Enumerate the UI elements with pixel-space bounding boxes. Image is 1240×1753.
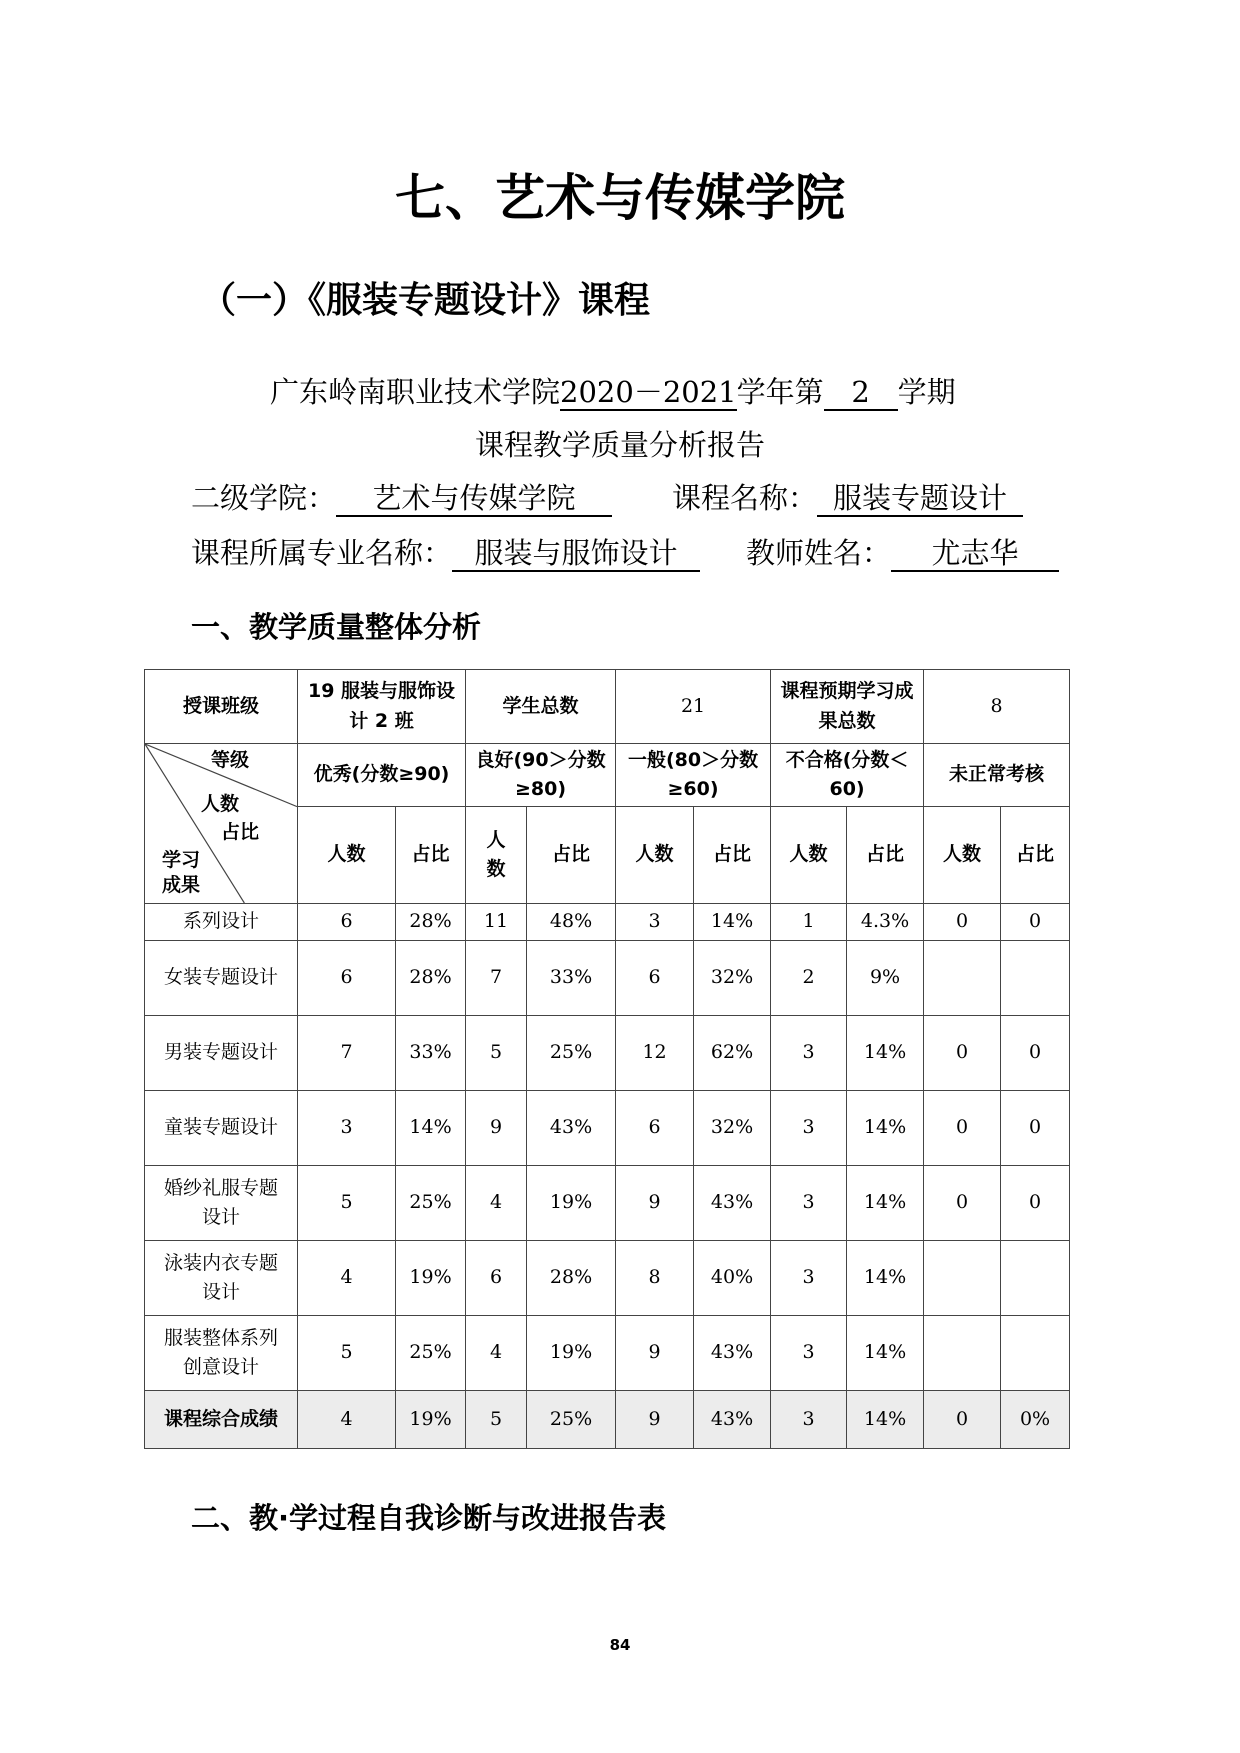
count-cell: 0: [924, 1391, 1001, 1449]
school-name: 广东岭南职业技术学院: [270, 375, 561, 409]
count-cell: 9: [466, 1091, 527, 1166]
count-cell: 11: [466, 904, 527, 941]
ratio-cell: 19%: [527, 1166, 616, 1241]
outcomes-label: 课程预期学习成果总数: [771, 670, 924, 744]
ratio-cell: 14%: [847, 1391, 924, 1449]
count-cell: 2: [771, 941, 847, 1016]
ratio-cell: 0: [1001, 904, 1070, 941]
semester-label: 学期: [897, 375, 956, 409]
count-cell: [924, 941, 1001, 1016]
report-line-teacher: [746, 531, 1059, 572]
count-cell: 6: [466, 1241, 527, 1316]
ratio-cell: 14%: [396, 1091, 466, 1166]
count-cell: [924, 1316, 1001, 1391]
ratio-cell: 62%: [694, 1016, 771, 1091]
grade-excellent: 优秀(分数≥90): [298, 744, 466, 807]
report-line-college: [191, 476, 612, 517]
outcome-name: 男装专题设计: [145, 1016, 298, 1091]
subheader-ratio: 占比: [694, 807, 771, 904]
class-value: 19 服装与服饰设计 2 班: [298, 670, 466, 744]
subheader-count: 人数: [771, 807, 847, 904]
subheader-count: 人数: [924, 807, 1001, 904]
count-cell: 7: [466, 941, 527, 1016]
count-cell: 4: [298, 1241, 396, 1316]
ratio-cell: 43%: [694, 1391, 771, 1449]
ratio-cell: 19%: [396, 1241, 466, 1316]
diag-grade-label: 等级: [211, 749, 250, 771]
count-cell: 3: [298, 1091, 396, 1166]
table-body: [145, 904, 1070, 1449]
class-label: 授课班级: [145, 670, 298, 744]
subheader-ratio: 占比: [396, 807, 466, 904]
teacher-value: 尤志华: [891, 537, 1059, 572]
count-cell: 5: [466, 1016, 527, 1091]
ratio-cell: 19%: [396, 1391, 466, 1449]
grade-good: 良好(90＞分数≥80): [466, 744, 616, 807]
ratio-cell: 25%: [527, 1016, 616, 1091]
total-row: [145, 1391, 1070, 1449]
subheader-count: 人数: [616, 807, 694, 904]
count-cell: 6: [616, 941, 694, 1016]
count-cell: 0: [924, 1091, 1001, 1166]
ratio-cell: 0: [1001, 1091, 1070, 1166]
ratio-cell: 9%: [847, 941, 924, 1016]
report-line-major: [191, 531, 700, 572]
teacher-label: 教师姓名：: [746, 536, 892, 570]
quality-table: [144, 669, 1070, 1449]
count-cell: 4: [466, 1316, 527, 1391]
subheader-ratio: 占比: [527, 807, 616, 904]
course-label: 课程名称：: [672, 481, 818, 515]
ratio-cell: 32%: [694, 1091, 771, 1166]
count-cell: 1: [771, 904, 847, 941]
table-row: [145, 1241, 1070, 1316]
subheader-ratio: 占比: [847, 807, 924, 904]
ratio-cell: 4.3%: [847, 904, 924, 941]
ratio-cell: 43%: [694, 1166, 771, 1241]
grade-abnormal: 未正常考核: [924, 744, 1070, 807]
count-cell: 6: [616, 1091, 694, 1166]
ratio-cell: 28%: [527, 1241, 616, 1316]
table-row: [145, 1091, 1070, 1166]
table-row: [145, 941, 1070, 1016]
diagonal-header-cell: [145, 744, 298, 904]
count-cell: 6: [298, 941, 396, 1016]
ratio-cell: 14%: [847, 1016, 924, 1091]
count-cell: 0: [924, 904, 1001, 941]
outcome-name: 童装专题设计: [145, 1091, 298, 1166]
outcome-name: 婚纱礼服专题设计: [145, 1166, 298, 1241]
ratio-cell: 14%: [847, 1241, 924, 1316]
course-value: 服装专题设计: [817, 482, 1023, 517]
ratio-cell: 28%: [396, 904, 466, 941]
subheader-count: 人数: [466, 807, 527, 904]
ratio-cell: 0: [1001, 1166, 1070, 1241]
subheader-ratio: 占比: [1001, 807, 1070, 904]
ratio-cell: 25%: [396, 1166, 466, 1241]
ratio-cell: 43%: [527, 1091, 616, 1166]
count-cell: 5: [298, 1166, 396, 1241]
students-label: 学生总数: [466, 670, 616, 744]
ratio-cell: 28%: [396, 941, 466, 1016]
outcome-name: 课程综合成绩: [145, 1391, 298, 1449]
report-line-course: [672, 476, 1023, 517]
major-label: 课程所属专业名称：: [191, 536, 453, 570]
count-cell: 0: [924, 1166, 1001, 1241]
ratio-cell: [1001, 1316, 1070, 1391]
students-value: 21: [616, 670, 771, 744]
ratio-cell: 14%: [694, 904, 771, 941]
count-cell: 3: [771, 1241, 847, 1316]
ratio-cell: 25%: [396, 1316, 466, 1391]
outcome-name: 泳装内衣专题设计: [145, 1241, 298, 1316]
diag-count-label: 人数: [201, 793, 240, 815]
section-heading-2: 二、教·学过程自我诊断与改进报告表: [191, 1501, 667, 1535]
count-cell: [924, 1241, 1001, 1316]
grade-fail: 不合格(分数＜60): [771, 744, 924, 807]
semester-number: 2: [824, 376, 898, 411]
count-cell: 9: [616, 1166, 694, 1241]
section-heading-1: 一、教学质量整体分析: [191, 610, 482, 644]
ratio-cell: 0%: [1001, 1391, 1070, 1449]
count-cell: 4: [466, 1166, 527, 1241]
year-label: 学年第: [736, 375, 824, 409]
college-label: 二级学院：: [191, 481, 337, 515]
ratio-cell: [1001, 1241, 1070, 1316]
count-cell: 9: [616, 1391, 694, 1449]
course-heading: （一）《服装专题设计》课程: [200, 279, 651, 321]
diag-outcome-label: 学习成果: [161, 849, 200, 896]
ratio-cell: 25%: [527, 1391, 616, 1449]
ratio-cell: 14%: [847, 1166, 924, 1241]
outcome-name: 系列设计: [145, 904, 298, 941]
report-line-1: [270, 370, 956, 411]
table-header-row: [145, 670, 1070, 744]
page-title: 七、艺术与传媒学院: [395, 168, 845, 227]
major-value: 服装与服饰设计: [452, 537, 700, 572]
count-cell: 7: [298, 1016, 396, 1091]
count-cell: 3: [771, 1016, 847, 1091]
count-cell: 3: [771, 1316, 847, 1391]
count-cell: 3: [771, 1091, 847, 1166]
count-cell: 5: [466, 1391, 527, 1449]
college-value: 艺术与传媒学院: [336, 482, 612, 517]
ratio-cell: 32%: [694, 941, 771, 1016]
ratio-cell: 48%: [527, 904, 616, 941]
outcome-name: 女装专题设计: [145, 941, 298, 1016]
diag-ratio-label: 占比: [221, 821, 260, 843]
outcomes-value: 8: [924, 670, 1070, 744]
academic-year: 2020－2021: [560, 376, 737, 411]
ratio-cell: 43%: [694, 1316, 771, 1391]
count-cell: 3: [771, 1166, 847, 1241]
table-row: [145, 1016, 1070, 1091]
report-title: 课程教学质量分析报告: [474, 428, 765, 462]
subheader-count: 人数: [298, 807, 396, 904]
count-cell: 8: [616, 1241, 694, 1316]
table-row: [145, 1316, 1070, 1391]
ratio-cell: 33%: [527, 941, 616, 1016]
count-cell: 9: [616, 1316, 694, 1391]
page-number: 84: [609, 1636, 631, 1654]
table-row: [145, 1166, 1070, 1241]
count-cell: 0: [924, 1016, 1001, 1091]
ratio-cell: [1001, 941, 1070, 1016]
outcome-name: 服装整体系列创意设计: [145, 1316, 298, 1391]
ratio-cell: 33%: [396, 1016, 466, 1091]
count-cell: 5: [298, 1316, 396, 1391]
ratio-cell: 14%: [847, 1091, 924, 1166]
grade-average: 一般(80＞分数≥60): [616, 744, 771, 807]
grade-header-row: [145, 744, 1070, 807]
count-cell: 3: [616, 904, 694, 941]
count-cell: 6: [298, 904, 396, 941]
ratio-cell: 14%: [847, 1316, 924, 1391]
table-row: [145, 904, 1070, 941]
count-cell: 3: [771, 1391, 847, 1449]
count-cell: 4: [298, 1391, 396, 1449]
ratio-cell: 0: [1001, 1016, 1070, 1091]
ratio-cell: 40%: [694, 1241, 771, 1316]
count-cell: 12: [616, 1016, 694, 1091]
ratio-cell: 19%: [527, 1316, 616, 1391]
